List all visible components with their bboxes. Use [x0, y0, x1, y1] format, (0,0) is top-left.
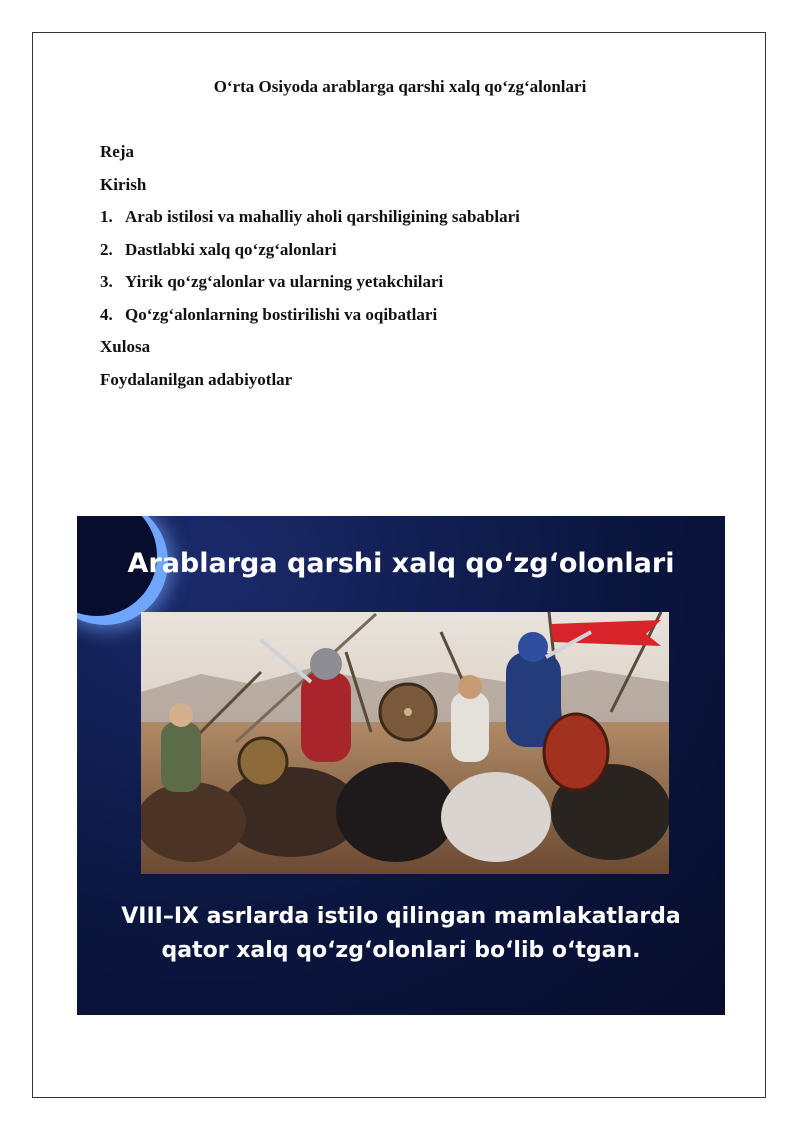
outline-item-text: Arab istilosi va mahalliy aholi qarshiligining sabablari — [125, 207, 520, 226]
outline-item — [100, 304, 720, 337]
outline-item-text: Qo‘zg‘alonlarning bostirilishi va oqibatlari — [125, 304, 438, 324]
outline-item — [100, 239, 720, 272]
outline-plan-label: Reja — [100, 142, 134, 161]
document-title: O‘rta Osiyoda arablarga qarshi xalq qo‘zg‘alonlari — [213, 77, 587, 96]
outline-item-number: 1. — [100, 207, 113, 226]
outline-item-number: 4. — [100, 304, 113, 324]
battle-scene-icon — [141, 612, 669, 874]
banner-image — [77, 516, 725, 1015]
outline-intro: Kirish — [100, 174, 147, 194]
outline-item — [100, 271, 720, 304]
outline-item-text: Yirik qo‘zg‘alonlar va ularning yetakchilari — [125, 272, 444, 291]
battle-illustration — [141, 612, 669, 874]
banner-caption-line: qator xalq qo‘zg‘olonlari bo‘lib o‘tgan. — [161, 938, 641, 963]
banner-caption-line: VIII–IX asrlarda istilo qilingan mamlakatlarda — [121, 904, 681, 929]
banner-caption — [77, 900, 725, 968]
outline-item-number: 2. — [100, 239, 113, 259]
outline-item-number: 3. — [100, 272, 113, 291]
outline-references: Foydalanilgan adabiyotlar — [100, 369, 293, 389]
outline-item-text: Dastlabki xalq qo‘zg‘alonlari — [125, 239, 337, 259]
banner-title: Arablarga qarshi xalq qo‘zg‘olonlari — [127, 548, 675, 579]
outline-conclusion: Xulosa — [100, 337, 151, 356]
outline — [100, 141, 720, 401]
outline-item — [100, 206, 720, 239]
